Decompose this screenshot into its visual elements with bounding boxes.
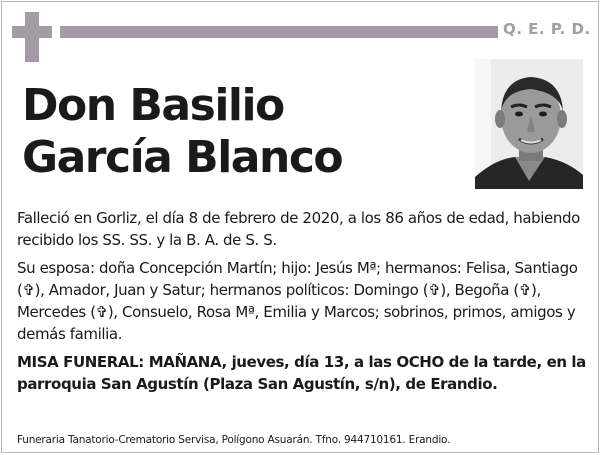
header-bar	[60, 26, 498, 38]
name-line-1: Don Basilio	[22, 80, 284, 131]
obituary-body	[17, 207, 592, 401]
death-notice: Falleció en Gorliz, el día 8 de febrero de 2020, a los 86 años de edad, habiendo recibido los SS. SS. y la B. A. de S. S.	[17, 209, 580, 249]
obituary-card	[1, 1, 599, 453]
portrait-photo	[475, 59, 583, 189]
deceased-name	[22, 80, 342, 184]
funeral-notice: MISA FUNERAL: MAÑANA, jueves, día 13, a las OCHO de la tarde, en la parroquia San Agustín (Plaza San Agustín, s/n), de Erandio.	[17, 353, 586, 393]
funeral-home-footer: Funeraria Tanatorio-Crematorio Servisa, Polígono Asuarán. Tfno. 944710161. Erandio.	[17, 434, 451, 446]
family-list: Su esposa: doña Concepción Martín; hijo: Jesús Mª; hermanos: Felisa, Santiago (✞), Amador, Juan y Satur; hermanos políticos: Domingo (✞), Begoña (✞), Mercedes (✞), Consuelo, Rosa Mª, Emilia y Marcos; sobrinos, primos, amigos y demás familia.	[17, 259, 578, 343]
name-line-2: García Blanco	[22, 132, 343, 183]
qepd-label: Q. E. P. D.	[503, 20, 591, 38]
portrait-photo-icon	[475, 59, 583, 189]
cross-icon-bar	[12, 26, 52, 38]
